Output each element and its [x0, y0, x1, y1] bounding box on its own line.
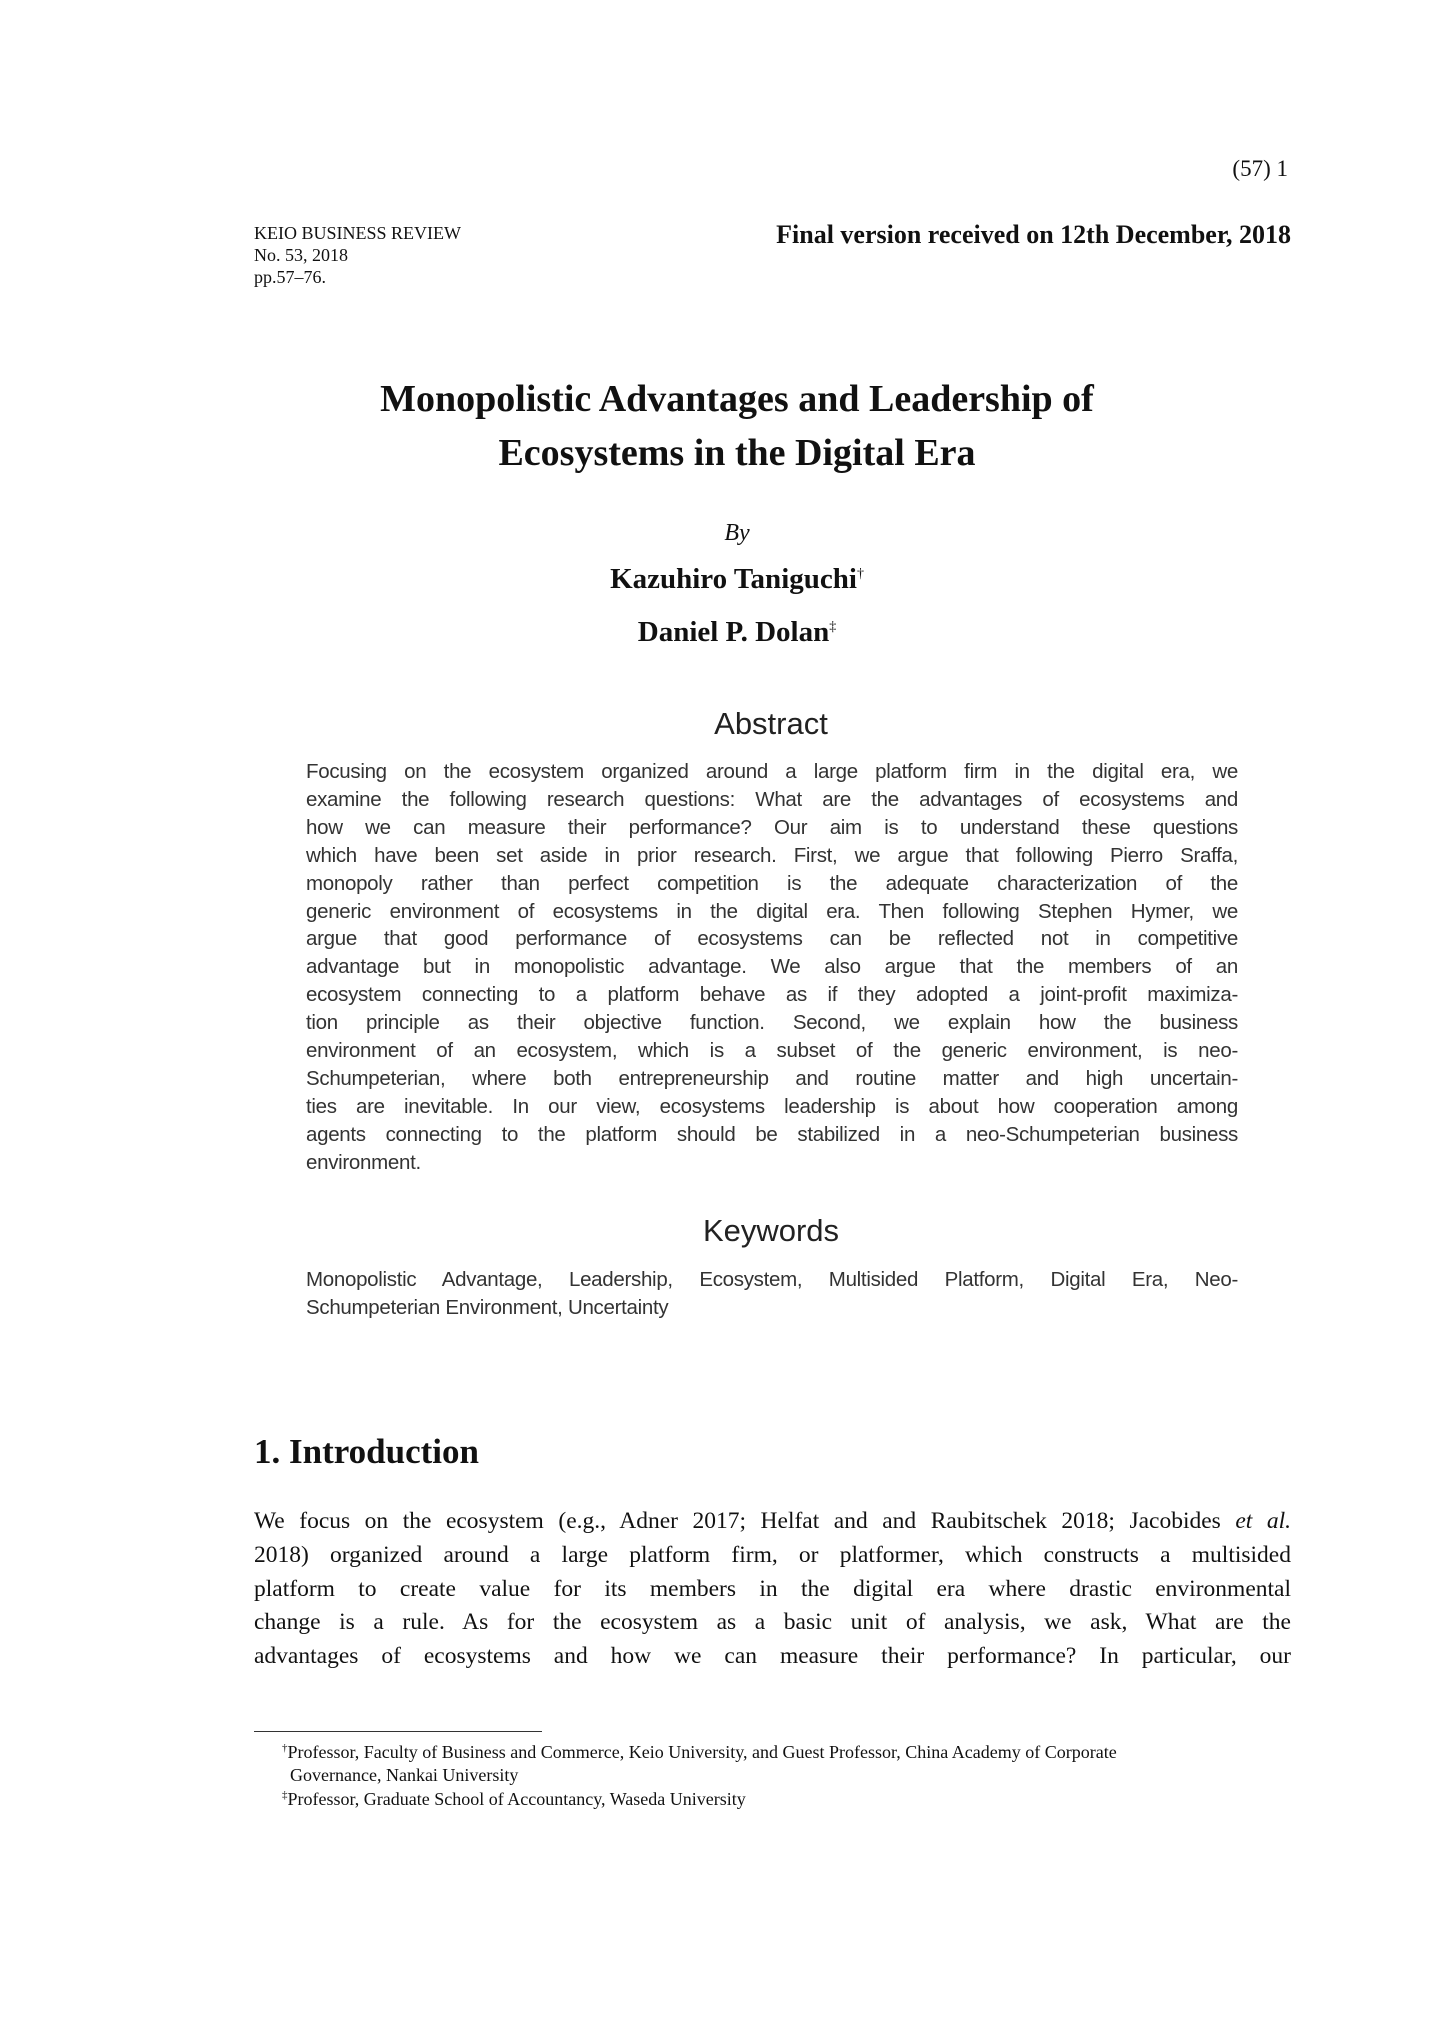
text-line: Schumpeterian, where both entrepreneurship and routine matter and high uncertain-	[306, 1066, 1238, 1090]
keywords-heading: Keywords	[702, 1213, 840, 1248]
footnote	[282, 1737, 1292, 1787]
text-line: advantage but in monopolistic advantage. We also argue that the members of an	[306, 955, 1238, 979]
author-name: Daniel P. Dolan	[637, 616, 830, 648]
footnote-rule	[254, 1731, 542, 1732]
text-line: ties are inevitable. In our view, ecosystems leadership is about how cooperation among	[306, 1094, 1238, 1118]
text-line: Focusing on the ecosystem organized around a large platform firm in the digital era, we	[306, 760, 1238, 783]
journal-name: KEIO BUSINESS REVIEW	[254, 223, 461, 243]
page-number: (57) 1	[1232, 156, 1288, 181]
received-date: Final version received on 12th December, 2018	[776, 220, 1291, 249]
text-line: Monopolistic Advantage, Leadership, Ecosystem, Multisided Platform, Digital Era, Neo-	[306, 1268, 1238, 1291]
section-heading-introduction: 1. Introduction	[254, 1432, 479, 1471]
text-line: argue that good performance of ecosystems can be reflected not in competitive	[306, 927, 1238, 951]
text-line: advantages of ecosystems and how we can measure their performance? In particular, our	[254, 1643, 1291, 1670]
footnote-line: Professor, Graduate School of Accountancy, Waseda University	[287, 1789, 746, 1809]
abstract-body	[306, 758, 1238, 1177]
text-line: platform to create value for its members in the digital era where drastic environmental	[254, 1575, 1291, 1602]
author	[0, 616, 1434, 649]
footnote-mark: †	[282, 1742, 288, 1754]
text-line: Schumpeterian Environment, Uncertainty	[306, 1295, 669, 1319]
footnote	[282, 1784, 1292, 1811]
footnote-line: Professor, Faculty of Business and Commerce, Keio University, and Guest Professor, China Academy of Corporate	[287, 1742, 1117, 1762]
text-line: environment.	[306, 1150, 421, 1174]
text-line: change is a rule. As for the ecosystem as a basic unit of analysis, we ask, What are the	[254, 1609, 1291, 1636]
text-line: how we can measure their performance? Our aim is to understand these questions	[306, 815, 1238, 839]
text-line: monopoly rather than perfect competition is the adequate characterization of the	[306, 871, 1238, 895]
keywords-body	[306, 1266, 1238, 1321]
journal-pages: pp.57–76.	[254, 267, 326, 287]
footnote-line: Governance, Nankai University	[290, 1765, 519, 1785]
author-mark: †	[856, 566, 864, 582]
title-line: Monopolistic Advantages and Leadership of	[380, 378, 1094, 420]
journal-info	[254, 222, 461, 288]
text-line: ecosystem connecting to a platform behave as if they adopted a joint-profit maximiza-	[306, 983, 1238, 1007]
text-line: examine the following research questions: What are the advantages of ecosystems and	[306, 787, 1238, 811]
title-line: Ecosystems in the Digital Era	[498, 432, 976, 474]
journal-issue: No. 53, 2018	[254, 245, 348, 265]
footnote-mark: ‡	[282, 1789, 288, 1801]
author-mark: ‡	[829, 619, 837, 635]
by-label: By	[724, 520, 750, 546]
introduction-body	[254, 1505, 1291, 1674]
text-line: tion principle as their objective function. Second, we explain how the business	[306, 1011, 1238, 1035]
text-line: We focus on the ecosystem (e.g., Adner 2017; Helfat and and Raubitschek 2018; Jacobides et al.	[254, 1508, 1291, 1534]
author-name: Kazuhiro Taniguchi	[610, 563, 857, 595]
author	[0, 563, 1434, 596]
text-line: agents connecting to the platform should be stabilized in a neo-Schumpeterian business	[306, 1122, 1238, 1146]
abstract-heading: Abstract	[714, 706, 828, 741]
paper-title	[0, 372, 1434, 480]
text-line: generic environment of ecosystems in the digital era. Then following Stephen Hymer, we	[306, 899, 1238, 923]
text-line: environment of an ecosystem, which is a subset of the generic environment, is neo-	[306, 1039, 1238, 1063]
text-line: 2018) organized around a large platform firm, or platformer, which constructs a multisided	[254, 1541, 1291, 1568]
text-line: which have been set aside in prior research. First, we argue that following Pierro Sraffa,	[306, 843, 1238, 867]
